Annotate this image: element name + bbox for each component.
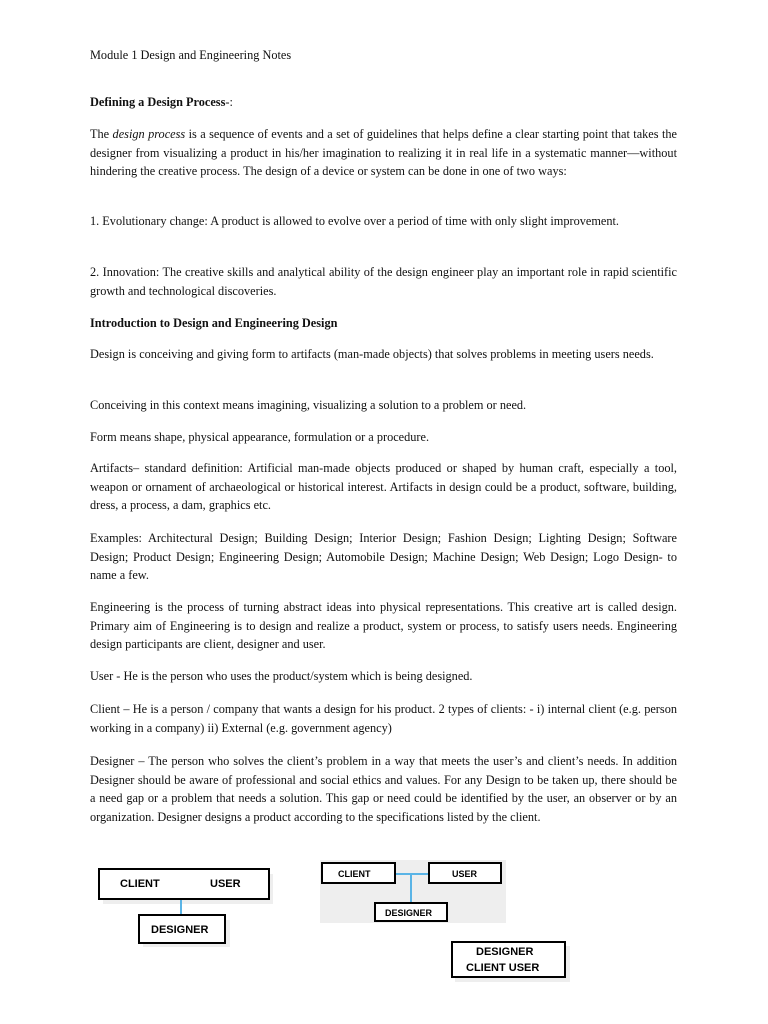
diagram3-line1: DESIGNER [476,946,534,958]
paragraph-design-definition: Design is conceiving and giving form to artifacts (man-made objects) that solves problems in meeting users needs. [90,347,654,361]
p1-pre: The [90,127,113,141]
diagram2-client-box [321,862,396,884]
diagram3-line2: CLIENT USER [466,962,540,974]
paragraph-innovation: 2. Innovation: The creative skills and analytical ability of the design engineer play an important role in rapid scientific growth and technological discoveries. [90,265,677,298]
paragraph-user: User - He is the person who uses the product/system which is being designed. [90,669,473,683]
diagram3-box [451,941,566,978]
paragraph-client: Client – He is a person / company that wants a design for his product. 2 types of clients: - i) internal client (e.g. person working in a company) ii) External (e.g. government agency) [90,702,677,735]
paragraph-design-process [90,125,677,181]
diagram2-designer-label: DESIGNER [385,908,433,918]
diagram2-connector-horizontal [396,873,428,875]
paragraph-evolutionary: 1. Evolutionary change: A product is allowed to evolve over a period of time with only slight improvement. [90,214,619,228]
paragraph-designer: Designer – The person who solves the client’s problem in a way that meets the user’s and client’s needs. In addition Designer should be aware of professional and social ethics and values. For any Design to be taken up, there should be a need gap or a problem that needs a solution. This gap or need could be identified by the user, an observer or by an organization. Designer designs a product according to the specifications listed by the client. [90,754,677,824]
section-heading-design-process [90,93,677,112]
diagram2-user-box [428,862,502,884]
p1-post: is a sequence of events and a set of guidelines that helps define a clear starting point that takes the designer from visualizing a product in his/her imagination to realizing it in real life in a systematic manner—without hindering the creative process. The design of a device or system can be done in one of two ways: [90,127,677,179]
diagram1-client-label: CLIENT [120,878,160,890]
paragraph-conceiving: Conceiving in this context means imagining, visualizing a solution to a problem or need. [90,398,527,412]
p1-emphasis: design process [112,127,186,141]
client-user-box [98,868,270,900]
paragraph-engineering: Engineering is the process of turning abstract ideas into physical representations. This creative art is called design. Primary aim of Engineering is to design and realize a product, system or process, to satisfy users needs. Engineering design participants are client, designer and user. [90,600,677,652]
page-header: Module 1 Design and Engineering Notes [90,48,292,62]
diagram2-client-label: CLIENT [338,869,371,879]
heading-suffix: -: [225,95,233,109]
paragraph-artifacts: Artifacts– standard definition: Artificial man-made objects produced or shaped by human craft, especially a tool, weapon or ornament of archaeological or historical interest. Artifacts in design could be a product, software, building, dress, a process, a dam, graphics etc. [90,461,677,513]
diagram1-user-label: USER [210,878,241,890]
section-heading-intro: Introduction to Design and Engineering Design [90,316,338,330]
paragraph-form: Form means shape, physical appearance, formulation or a procedure. [90,430,430,444]
diagram1-designer-box [138,914,226,944]
diagram2-designer-box [374,902,448,922]
diagram1-connector [180,900,182,914]
heading-text: Defining a Design Process [90,95,226,109]
diagram2-user-label: USER [452,869,478,879]
paragraph-examples: Examples: Architectural Design; Building Design; Interior Design; Fashion Design; Lighting Design; Software Design; Product Design; Engineering Design; Automobile Design; Machine Design; Web Design; Logo Design- to name a few. [90,531,677,583]
diagram2-connector-vertical [410,874,412,902]
diagram1-designer-label: DESIGNER [151,924,209,936]
